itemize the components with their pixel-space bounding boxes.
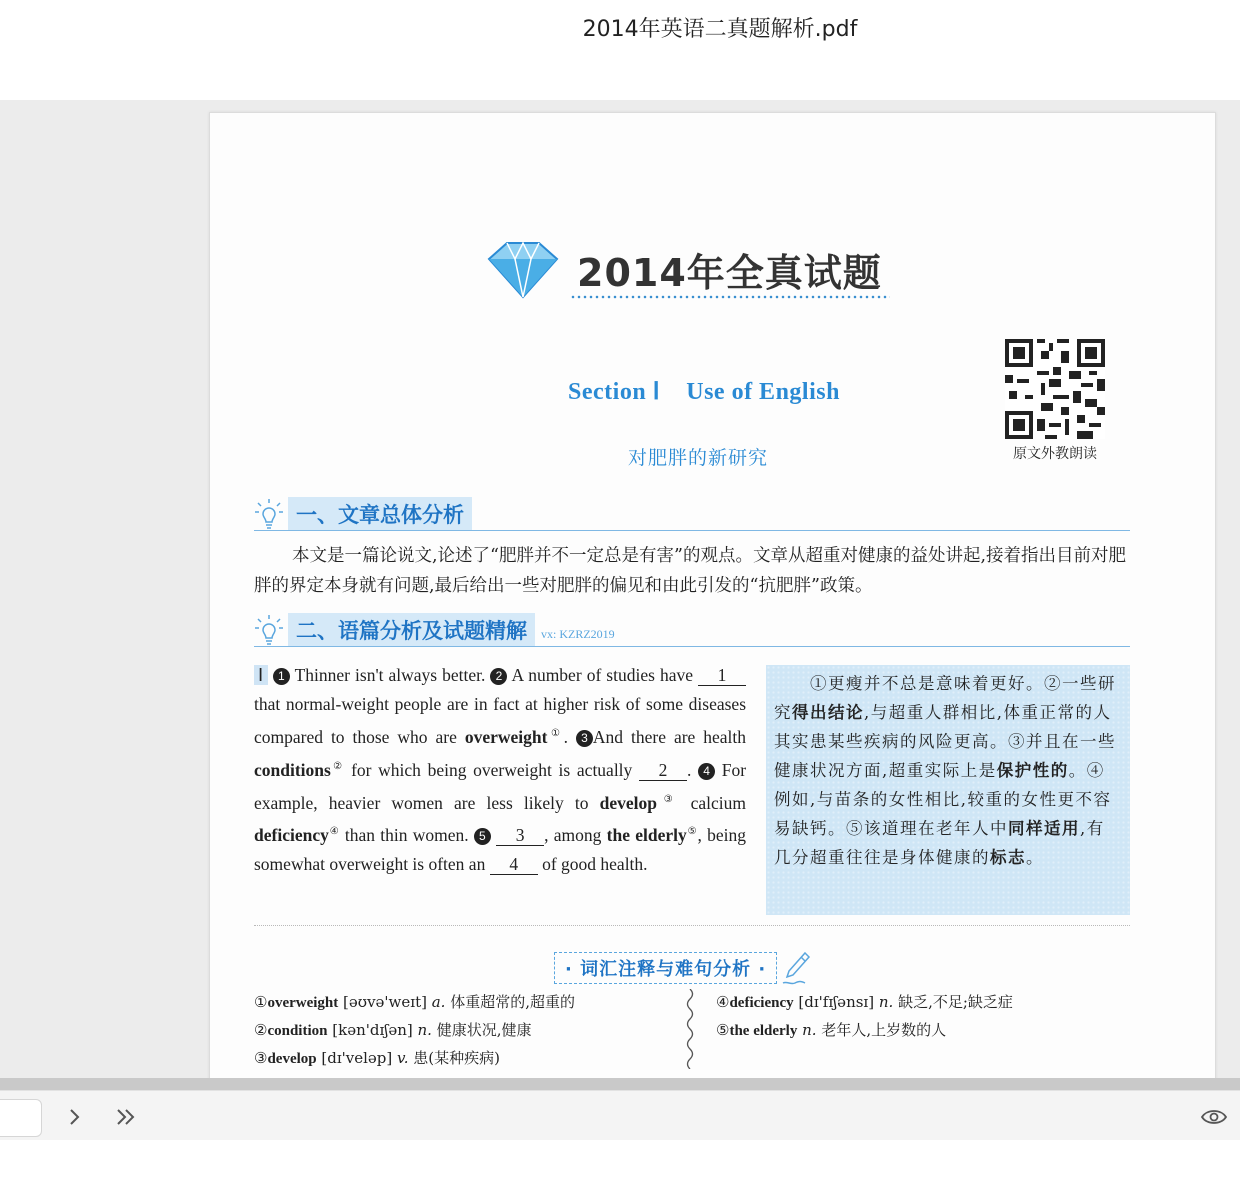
article-subtitle: 对肥胖的新研究 (628, 447, 769, 469)
vocab-ref: ⑤ (686, 826, 698, 838)
page-number-input[interactable] (0, 1099, 42, 1137)
sentence-number: 4 (698, 763, 715, 780)
diamond-icon (485, 239, 561, 299)
sentence-text: Thinner isn't always better. (289, 665, 491, 685)
vocab-word: develop (599, 792, 657, 813)
vocab-ipa: [kən'dɪʃən] (332, 1021, 413, 1039)
vocab-word: condition (267, 1023, 328, 1039)
sentence-text: . (686, 759, 699, 780)
answer-blank: 2 (639, 760, 687, 781)
bottom-margin (0, 1140, 1240, 1180)
translation-key-phrase: 保护性的 (996, 761, 1069, 780)
vocab-pos: v. (397, 1049, 409, 1067)
view-mode-button[interactable] (1198, 1101, 1230, 1133)
english-passage (254, 661, 746, 879)
watermark-text: vx: KZRZ2019 (541, 627, 615, 641)
sentence-text: for which being overweight is actually (344, 759, 639, 780)
vocab-number: ① (254, 993, 268, 1011)
horizontal-scrollbar[interactable] (0, 1078, 1240, 1090)
sentence-text: , among (544, 825, 607, 846)
translation-text: ,有几分超重往往是身体健康的 (774, 819, 1105, 867)
pdf-viewer[interactable] (0, 100, 1240, 1078)
vocab-ipa: [dɪ'veləp] (321, 1049, 393, 1067)
vocab-pos: a. (431, 993, 446, 1011)
paragraph-marker: Ⅰ (254, 665, 268, 685)
translation-text: ,与超重人群相比,体重正常的人其实患某些疾病的风险更高。③并且在一些健康状况方面,超重实际上是 (774, 703, 1116, 780)
article-summary: 本文是一篇论说文,论述了“肥胖并不一定总是有害”的观点。文章从超重对健康的益处讲起,接着指出目前对肥胖的界定本身就有问题,最后给出一些对肥胖的偏见和由此引发的“抗肥胖”政策。 (254, 546, 1127, 596)
sentence-text: calcium (679, 792, 746, 813)
sentence-number: 2 (490, 668, 507, 685)
main-title: 2014年全真试题 (577, 250, 882, 295)
vocab-item (254, 1017, 674, 1045)
vocab-word: the elderly (729, 1023, 798, 1039)
translation-key-phrase: 得出结论 (792, 703, 864, 722)
sentence-text: And there are health (592, 726, 747, 747)
vocab-number: ④ (716, 993, 730, 1011)
last-page-button[interactable] (110, 1101, 142, 1133)
vocab-ref: ④ (328, 826, 340, 838)
vocab-ipa: [əʊvə'weɪt] (343, 993, 427, 1011)
vocab-word: conditions (254, 759, 331, 780)
vocab-ipa: [dɪ'fɪʃənsɪ] (798, 993, 875, 1011)
vocab-item (254, 1045, 674, 1073)
page-heading (485, 239, 882, 299)
answer-blank: 3 (496, 825, 544, 846)
sentence-text: than thin women. (339, 825, 474, 846)
title-underline (570, 295, 890, 299)
qr-caption: 原文外教朗读 (1013, 446, 1097, 462)
vocab-word: overweight (464, 726, 548, 747)
translation-box (766, 665, 1130, 915)
qr-code[interactable] (1005, 339, 1105, 439)
sentence-text: For example, heavier women are less likely to (254, 759, 747, 813)
sentence-number: 3 (576, 730, 593, 747)
vocab-number: ② (254, 1021, 268, 1039)
sentence-text: that normal-weight people are in fact at higher risk of some diseases compared to those who are (254, 694, 746, 747)
sentence-text: . (563, 726, 576, 747)
vocab-list-right (716, 989, 1136, 1045)
vocab-number: ⑤ (716, 1021, 730, 1039)
translation-text: 。④例如,与苗条的女性相比,较重的女性更不容易缺钙。⑤该道理在老年人中 (774, 761, 1112, 838)
section-divider (254, 925, 1130, 926)
vocab-heading (554, 951, 811, 985)
vocab-word: overweight (267, 995, 339, 1011)
vocab-pos: n. (417, 1021, 432, 1039)
page-toolbar (0, 1090, 1240, 1141)
pdf-page (209, 112, 1216, 1078)
vocab-definition: 体重超常的,超重的 (450, 993, 576, 1011)
vocab-item (716, 1017, 1136, 1045)
vocab-word: deficiency (729, 995, 794, 1011)
vocab-definition: 健康状况,健康 (436, 1021, 532, 1039)
sentence-number: 1 (273, 668, 290, 685)
translation-key-phrase: 同样适用 (1008, 819, 1080, 838)
title-bar (0, 0, 1240, 100)
vocab-definition: 老年人,上岁数的人 (821, 1021, 947, 1039)
heading-label: 二、语篇分析及试题精解 (288, 613, 535, 646)
vocab-ref: ② (330, 760, 345, 772)
translation-text: 。 (1026, 848, 1044, 867)
vocab-number: ③ (254, 1049, 268, 1067)
pen-icon (781, 951, 811, 985)
vocab-definition: 缺乏,不足;缺乏症 (898, 993, 1013, 1011)
next-page-icon (65, 1108, 83, 1126)
answer-blank: 4 (490, 854, 538, 875)
sentence-text: A number of studies have (507, 665, 699, 685)
vocab-definition: 患(某种疾病) (413, 1049, 501, 1067)
wavy-divider (684, 989, 696, 1069)
lightbulb-icon (254, 498, 284, 530)
vocab-list-left (254, 989, 674, 1073)
document-title: 2014年英语二真题解析.pdf (582, 17, 858, 42)
translation-text: ①更瘦并不总是意味着更好。②一些研究 (774, 674, 1116, 722)
answer-blank: 1 (698, 665, 746, 686)
vocab-pos: n. (802, 1021, 817, 1039)
vocab-item (254, 989, 674, 1017)
heading-passage-analysis (254, 613, 1130, 647)
sentence-text: of good health. (537, 854, 648, 875)
heading-label: 一、文章总体分析 (288, 497, 472, 530)
last-page-icon (113, 1108, 139, 1126)
lightbulb-icon (254, 614, 284, 646)
section-title: Section Ⅰ Use of English (568, 379, 840, 405)
vocab-word: the elderly (606, 825, 687, 846)
vocab-heading-label: · 词汇注释与难句分析 · (554, 952, 777, 984)
vocab-ref: ③ (657, 793, 680, 805)
translation-key-phrase: 标志 (990, 848, 1026, 867)
heading-overall-analysis (254, 497, 1130, 531)
next-page-button[interactable] (58, 1101, 90, 1133)
eye-icon (1201, 1108, 1227, 1126)
sentence-text: , being somewhat overweight is often an (254, 825, 746, 875)
vocab-ref: ① (547, 728, 564, 739)
vocab-word: deficiency (254, 825, 329, 846)
vocab-word: develop (267, 1051, 317, 1067)
vocab-pos: n. (878, 993, 894, 1011)
sentence-number: 5 (474, 828, 491, 845)
vocab-item (716, 989, 1136, 1017)
